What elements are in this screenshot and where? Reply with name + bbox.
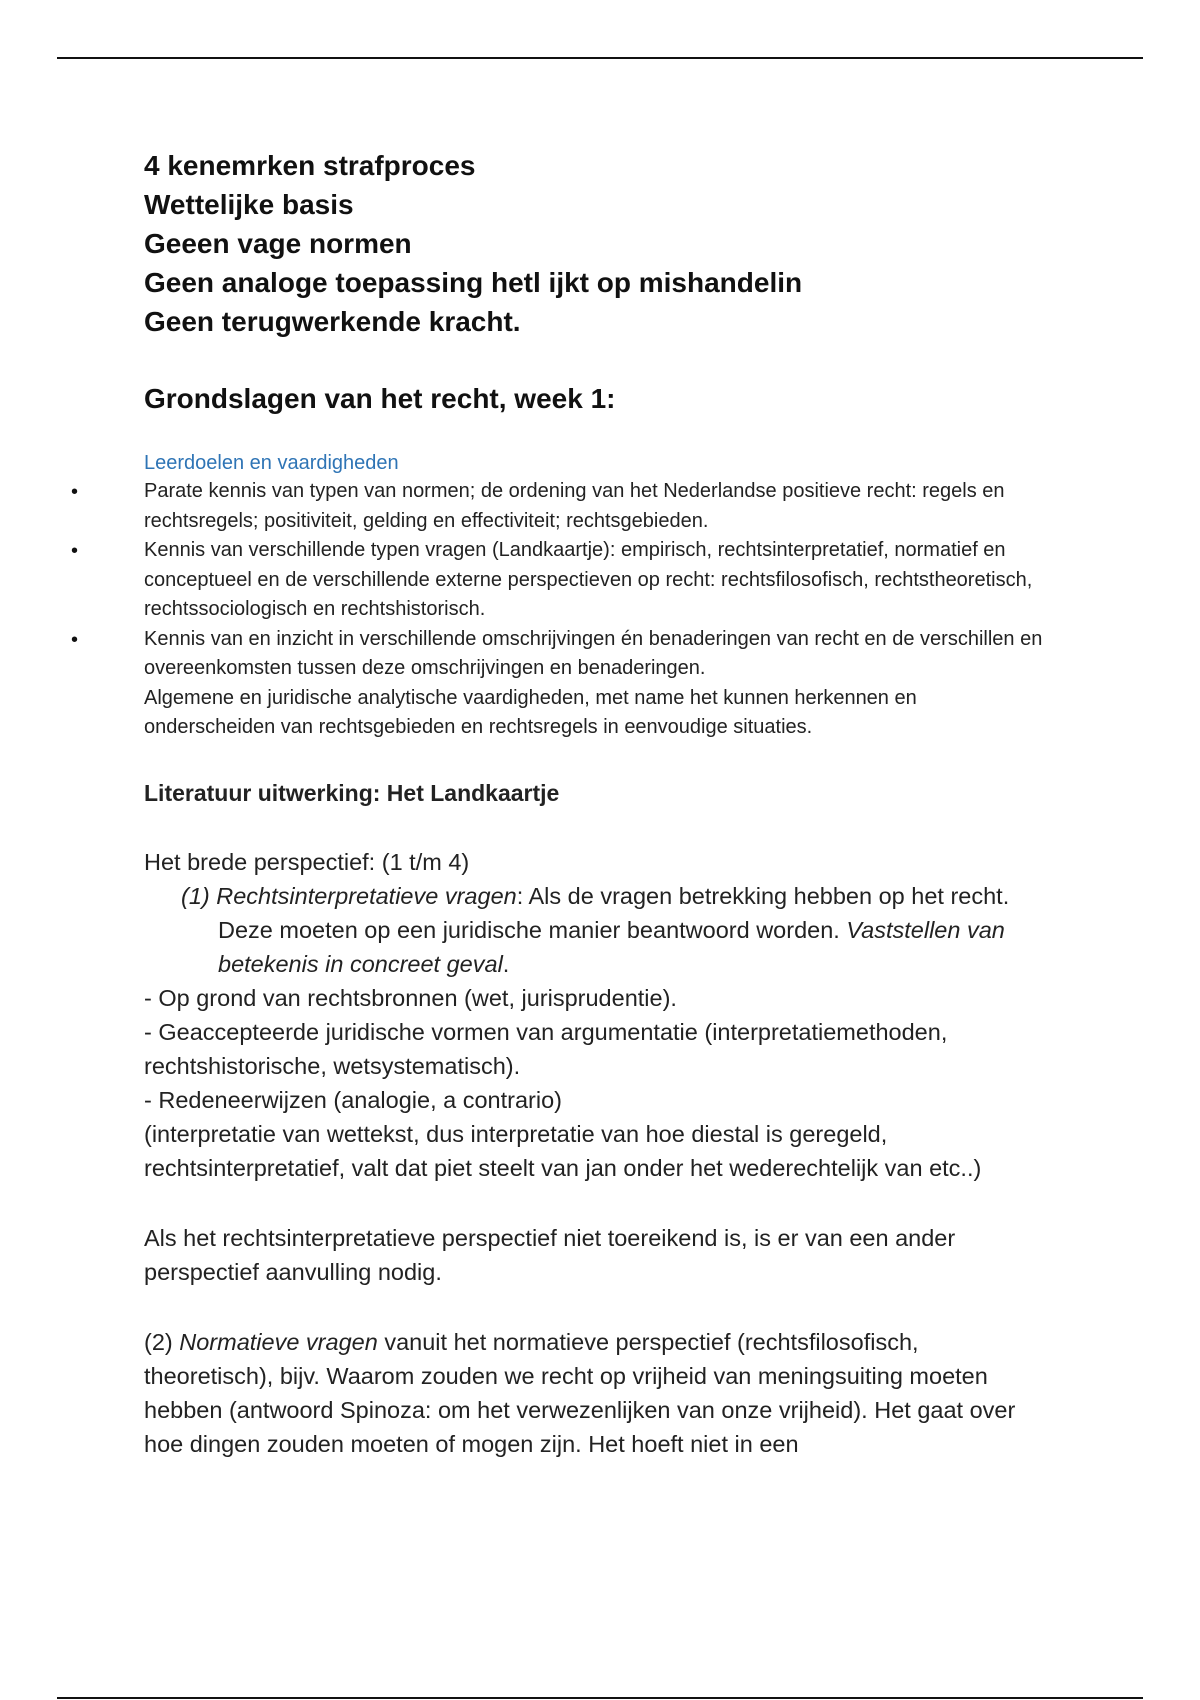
list-item <box>71 536 1044 625</box>
bullet-icon: • <box>71 628 79 651</box>
literatuur-heading: Literatuur uitwerking: Het Landkaartje <box>144 779 560 806</box>
dash-line-2: - Geaccepteerde juridische vormen van argumentatie (interpretatiemethoden, rechtshistorische, wetsystematisch). <box>144 1018 948 1079</box>
bullet-icon: • <box>71 540 79 562</box>
brede-perspectief: Het brede perspectief: (1 t/m 4) <box>144 848 470 875</box>
list-item <box>71 625 1044 684</box>
item-1-text: : Als de vragen betrekking hebben op het recht. Deze moeten op een juridische manier beantwoord worden. <box>218 882 1010 943</box>
top-rule <box>57 57 1143 59</box>
leerdoelen-list <box>71 477 1044 684</box>
document-body <box>71 146 1044 1461</box>
item-1-period: . <box>502 950 510 977</box>
item-1-term: Rechtsinterpretatieve vragen <box>216 882 517 909</box>
week-title: Grondslagen van het recht, week 1: <box>144 383 616 414</box>
item-2-paragraph <box>144 1325 1044 1461</box>
kenmerken-block <box>144 146 1044 341</box>
kenmerk-item: Wettelijke basis <box>144 189 354 220</box>
kenmerken-title: 4 kenemrken strafproces <box>144 150 476 181</box>
leerdoelen-extra: Algemene en juridische analytische vaardigheden, met name het kunnen herkennen en onderscheiden van rechtsgebieden en rechtsregels in eenvoudige situaties. <box>144 686 917 738</box>
item-1-number: (1) <box>181 882 210 909</box>
kenmerk-item: Geeen vage normen <box>144 228 412 259</box>
list-item-text: Parate kennis van typen van normen; de ordening van het Nederlandse positieve recht: regels en rechtsregels; positiviteit, gelding en effectiviteit; rechtsgebieden. <box>144 480 1005 532</box>
aanvulling-paragraph: Als het rechtsinterpretatieve perspectief niet toereikend is, is er van een ander perspectief aanvulling nodig. <box>144 1224 956 1285</box>
leerdoelen-heading: Leerdoelen en vaardigheden <box>144 452 399 474</box>
parenthetical-note: (interpretatie van wettekst, dus interpretatie van hoe diestal is geregeld, rechtsinterpretatief, valt dat piet steelt van jan onder het wederechtelijk van etc..) <box>144 1120 982 1181</box>
bottom-rule <box>57 1697 1143 1699</box>
item-2-term: Normatieve vragen <box>179 1328 378 1355</box>
item-1-italic: Vaststellen van betekenis in concreet geval <box>218 916 1005 977</box>
dash-line-1: - Op grond van rechtsbronnen (wet, jurisprudentie). <box>144 984 677 1011</box>
kenmerk-item: Geen terugwerkende kracht. <box>144 306 521 337</box>
item-2-number: (2) <box>144 1328 180 1355</box>
item-2-text: vanuit het normatieve perspectief (rechtsfilosofisch, theoretisch), bijv. Waarom zouden we recht op vrijheid van meningsuiting moeten hebben (antwoord Spinoza: om het verwezenlijken van onze vrijheid). Het gaat over hoe dingen zouden moeten of mogen zijn. Het hoeft niet in een <box>144 1328 1016 1457</box>
list-item-text: Kennis van verschillende typen vragen (Landkaartje): empirisch, rechtsinterpretatief, normatief en conceptueel en de verschillende externe perspectieven op recht: rechtsfilosofisch, rechtstheoretisch, rechtssociologisch en rechtshistorisch. <box>144 539 1033 620</box>
list-item-text: Kennis van en inzicht in verschillende omschrijvingen én benaderingen van recht en de verschillen en overeenkomsten tussen deze omschrijvingen en benaderingen. <box>144 627 1043 679</box>
bullet-icon: • <box>71 481 79 503</box>
list-item <box>71 477 1044 536</box>
item-1-paragraph <box>144 879 1044 981</box>
kenmerk-item: Geen analoge toepassing hetl ijkt op mishandelin <box>144 267 803 298</box>
dash-line-3: - Redeneerwijzen (analogie, a contrario) <box>144 1086 562 1113</box>
